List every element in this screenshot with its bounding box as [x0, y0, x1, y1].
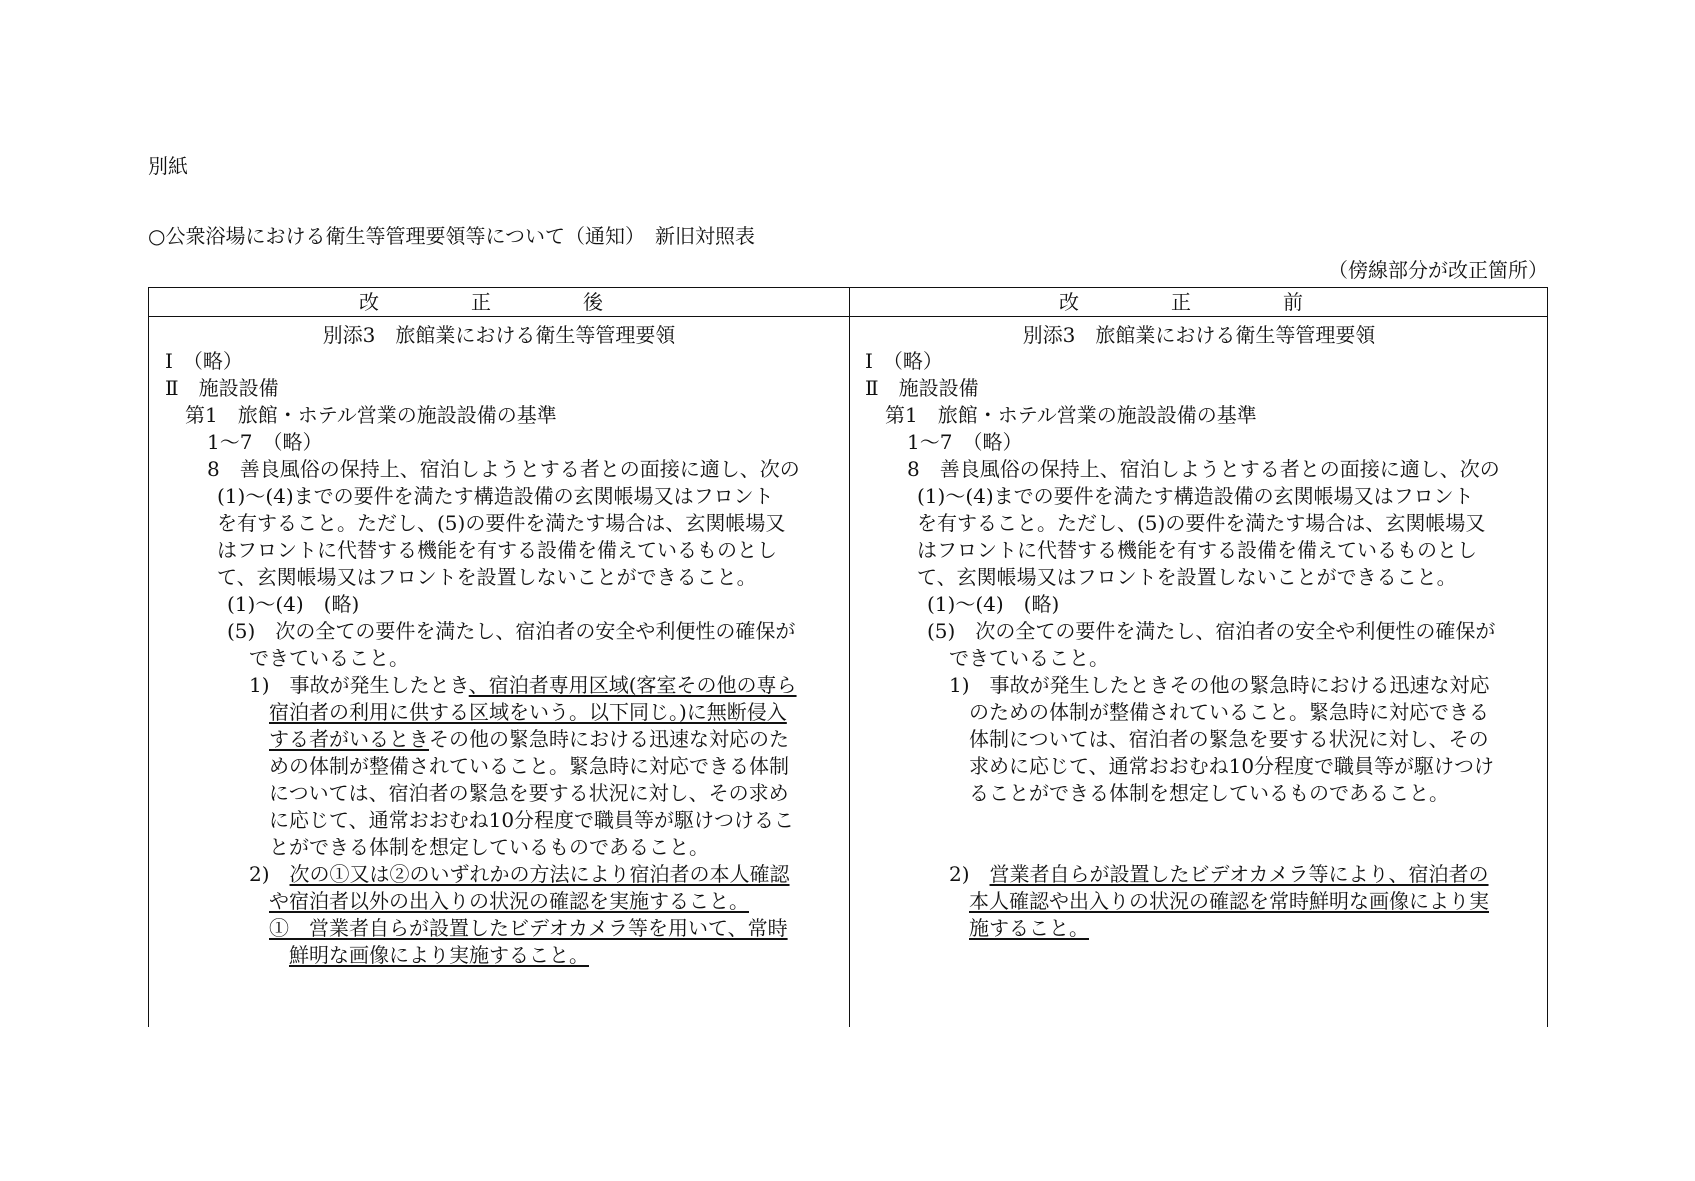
item-8-line: を有すること。ただし、(5)の要件を満たす場合は、玄関帳場又 [917, 511, 1486, 535]
item-8-line: はフロントに代替する機能を有する設備を備えているものとし [917, 538, 1477, 562]
item-5-1-text: 1) 事故が発生したとき [249, 673, 469, 697]
section-ii: Ⅱ 施設設備 [865, 376, 979, 400]
item-5-1-line: に応じて、通常おおむね10分程度で職員等が駆けつけるこ [269, 808, 795, 832]
item-5-1-line: については、宿泊者の緊急を要する状況に対し、その求め [269, 781, 789, 805]
item-5-line: (5) 次の全ての要件を満たし、宿泊者の安全や利便性の確保が [227, 619, 796, 643]
column-heading-before: 改 正 前 [1059, 290, 1339, 314]
subsection-1: 第1 旅館・ホテル営業の施設設備の基準 [185, 403, 557, 427]
item-8-line: はフロントに代替する機能を有する設備を備えているものとし [217, 538, 777, 562]
amended-text: 、宿泊者専用区域(客室その他の専ら [468, 673, 797, 697]
item-8-line: て、玄関帳場又はフロントを設置しないことができること。 [217, 565, 757, 589]
appendix-title: 別添3 旅館業における衛生等管理要領 [322, 323, 676, 347]
section-ii: Ⅱ 施設設備 [165, 376, 279, 400]
item-1-4: (1)～(4) (略) [227, 592, 360, 616]
amended-text: ① 営業者自らが設置したビデオカメラ等を用いて、常時 [269, 916, 788, 940]
item-8-line: 8 善良風俗の保持上、宿泊しようとする者との面接に適し、次の [207, 457, 800, 481]
amendment-note: （傍線部分が改正箇所） [1328, 258, 1548, 282]
item-5-2-line [249, 861, 790, 887]
item-8-line: (1)～(4)までの要件を満たす構造設備の玄関帳場又はフロント [217, 484, 774, 508]
item-5-1-line: 求めに応じて、通常おおむね10分程度で職員等が駆けつけ [969, 754, 1495, 778]
item-1-7: 1～7 （略） [207, 430, 323, 454]
comparison-table [148, 287, 1548, 1027]
appendix-title: 別添3 旅館業における衛生等管理要領 [1022, 323, 1376, 347]
item-5-1-line [269, 726, 789, 752]
subsection-1: 第1 旅館・ホテル営業の施設設備の基準 [885, 403, 1257, 427]
item-1-4: (1)～(4) (略) [927, 592, 1060, 616]
amended-text: 宿泊者の利用に供する区域をいう。以下同じ。)に無断侵入 [269, 700, 787, 724]
amended-text: 営業者自らが設置したビデオカメラ等により、宿泊者の [989, 862, 1489, 886]
document-title: ○公衆浴場における衛生等管理要領等について（通知） 新旧対照表 [148, 224, 756, 248]
item-5-2-line [949, 861, 1489, 887]
after-column [149, 318, 849, 1023]
amended-text: 鮮明な画像により実施すること。 [289, 943, 589, 967]
amended-text: 本人確認や出入りの状況の確認を常時鮮明な画像により実 [969, 889, 1489, 913]
item-8-line: 8 善良風俗の保持上、宿泊しようとする者との面接に適し、次の [907, 457, 1500, 481]
section-i: Ⅰ （略） [865, 349, 943, 373]
item-8-line: (1)～(4)までの要件を満たす構造設備の玄関帳場又はフロント [917, 484, 1474, 508]
item-5-1-line [249, 672, 797, 698]
item-5-line: できていること。 [949, 646, 1109, 670]
amended-text: 施すること。 [969, 916, 1089, 940]
amended-text: や宿泊者以外の出入りの状況の確認を実施すること。 [269, 889, 749, 913]
item-5-1-line: 体制については、宿泊者の緊急を要する状況に対し、その [969, 727, 1489, 751]
item-8-line: て、玄関帳場又はフロントを設置しないことができること。 [917, 565, 1457, 589]
amended-text: 次の①又は②のいずれかの方法により宿泊者の本人確認 [289, 862, 790, 886]
header-rule [149, 316, 1547, 317]
before-column [849, 318, 1549, 1023]
item-5-1-line: とができる体制を想定しているものであること。 [269, 835, 709, 859]
item-1-7: 1～7 （略） [907, 430, 1023, 454]
column-heading-after: 改 正 後 [359, 290, 639, 314]
attachment-label: 別紙 [148, 154, 188, 178]
section-i: Ⅰ （略） [165, 349, 243, 373]
item-5-1-line: 1) 事故が発生したときその他の緊急時における迅速な対応 [949, 673, 1490, 697]
item-8-line: を有すること。ただし、(5)の要件を満たす場合は、玄関帳場又 [217, 511, 786, 535]
item-5-2-number: 2) [249, 862, 290, 886]
item-5-1-line: ることができる体制を想定しているものであること。 [969, 781, 1449, 805]
item-5-1-line: のための体制が整備されていること。緊急時に対応できる [969, 700, 1489, 724]
amended-text: する者がいるとき [269, 727, 429, 751]
item-5-line: (5) 次の全ての要件を満たし、宿泊者の安全や利便性の確保が [927, 619, 1496, 643]
item-5-1-text: その他の緊急時における迅速な対応のた [429, 727, 789, 751]
item-5-line: できていること。 [249, 646, 409, 670]
item-5-2-number: 2) [949, 862, 990, 886]
item-5-1-line: めの体制が整備されていること。緊急時に対応できる体制 [269, 754, 789, 778]
